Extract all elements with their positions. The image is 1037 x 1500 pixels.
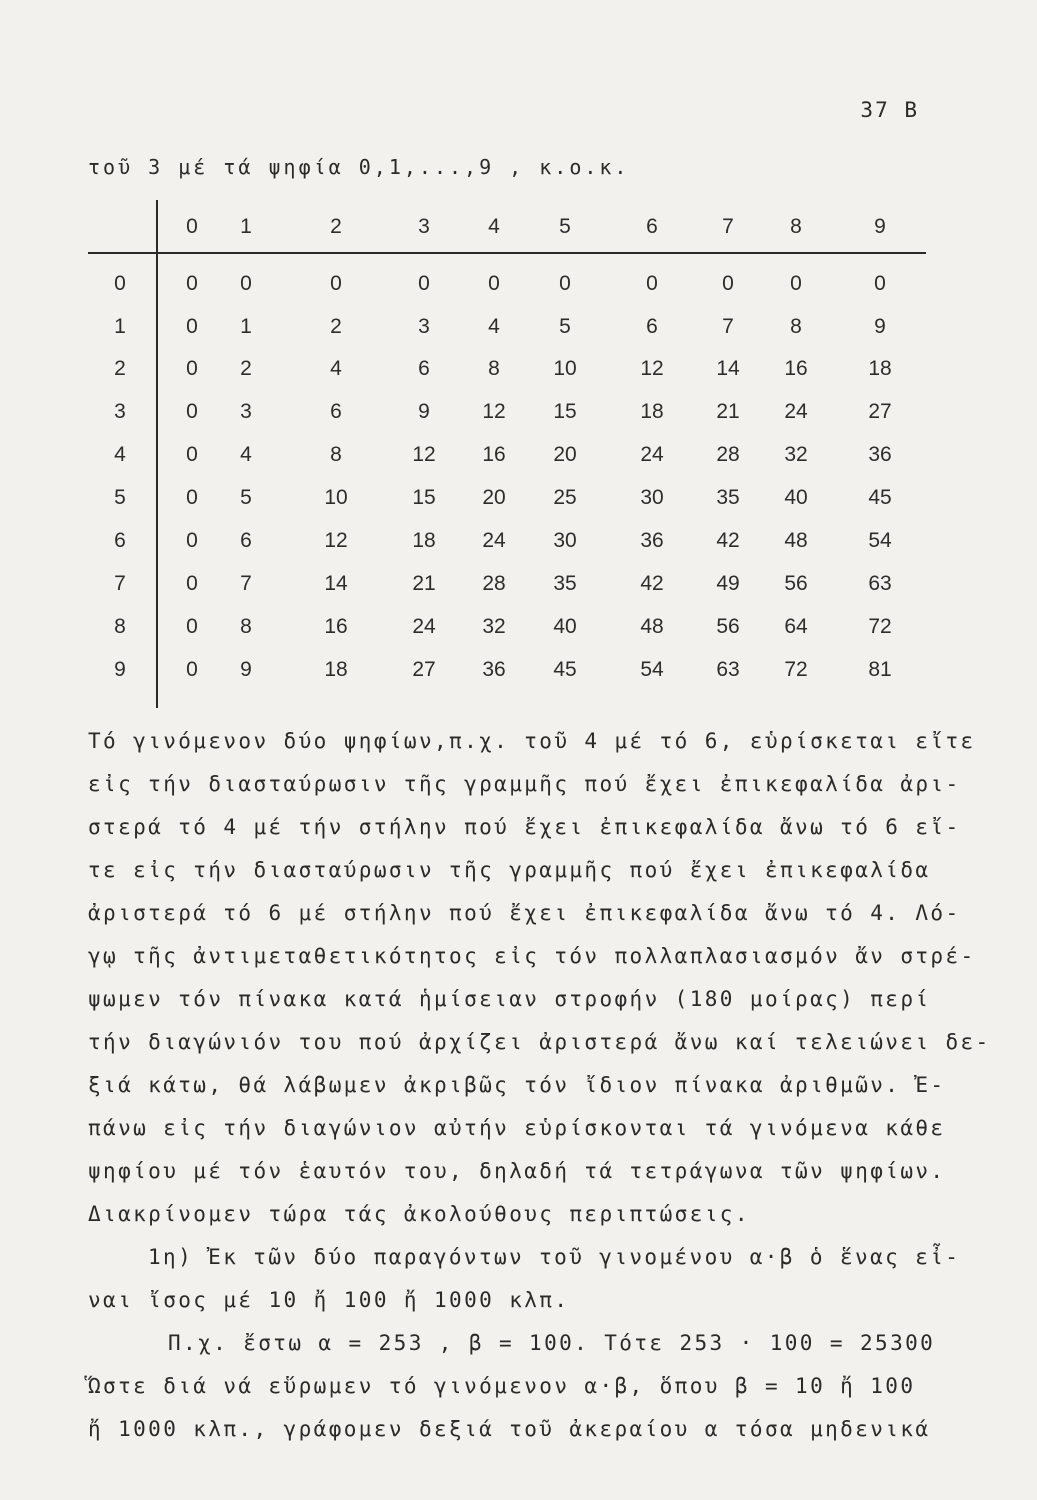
row-header: 1 [114, 315, 126, 338]
table-cell: 3 [418, 315, 430, 338]
column-header: 7 [722, 215, 734, 238]
column-header: 2 [330, 215, 342, 238]
table-cell: 40 [553, 615, 577, 638]
table-cell: 0 [874, 272, 886, 295]
paragraph-line: στερά τό 4 μέ τήν στήλην πού ἔχει ἐπικεφαλίδα ἄνω τό 6 εἴ- [88, 815, 961, 839]
table-cell: 27 [868, 400, 892, 423]
table-cell: 3 [240, 400, 252, 423]
table-cell: 6 [330, 400, 342, 423]
table-cell: 0 [186, 357, 198, 380]
table-cell: 0 [186, 272, 198, 295]
table-cell: 12 [324, 529, 348, 552]
table-cell: 0 [418, 272, 430, 295]
row-header: 9 [114, 658, 126, 681]
column-header: 5 [559, 215, 571, 238]
table-cell: 6 [240, 529, 252, 552]
case-line: ναι ἴσος μέ 10 ἤ 100 ἤ 1000 κλπ. [88, 1288, 570, 1312]
row-header: 6 [114, 529, 126, 552]
table-cell: 36 [868, 443, 892, 466]
table-cell: 8 [790, 315, 802, 338]
table-cell: 18 [412, 529, 436, 552]
table-cell: 9 [874, 315, 886, 338]
case-line: 1η) Ἐκ τῶν δύο παραγόντων τοῦ γινομένου α·β ὁ ἕνας εἶ- [148, 1245, 961, 1269]
table-cell: 5 [240, 486, 252, 509]
table-cell: 8 [330, 443, 342, 466]
table-cell: 0 [186, 400, 198, 423]
table-cell: 0 [790, 272, 802, 295]
table-cell: 0 [722, 272, 734, 295]
table-cell: 9 [418, 400, 430, 423]
table-cell: 8 [488, 357, 500, 380]
row-header: 4 [114, 443, 126, 466]
table-cell: 40 [784, 486, 808, 509]
body-text [88, 720, 991, 1451]
table-cell: 12 [640, 357, 664, 380]
table-cell: 0 [186, 658, 198, 681]
table-cell: 30 [553, 529, 577, 552]
table-cell: 64 [784, 615, 808, 638]
table-horizontal-rule [88, 252, 926, 254]
table-cell: 63 [868, 572, 892, 595]
example-line: Π.χ. ἔστω α = 253 , β = 100. Τότε 253 · 100 = 25300 [168, 1331, 936, 1355]
table-cell: 16 [784, 357, 808, 380]
table-cell: 30 [640, 486, 664, 509]
paragraph-line: Διακρίνομεν τώρα τάς ἀκολούθους περιπτώσεις. [88, 1202, 750, 1226]
table-cell: 0 [186, 486, 198, 509]
paragraph-line: ψωμεν τόν πίνακα κατά ἡμίσειαν στροφήν (180 μοίρας) περί [88, 987, 931, 1011]
table-cell: 16 [324, 615, 348, 638]
table-cell: 24 [784, 400, 808, 423]
table-cell: 72 [784, 658, 808, 681]
paragraph-line: τε εἰς τήν διασταύρωσιν τῆς γραμμῆς πού ἔχει ἐπικεφαλίδα [88, 858, 931, 882]
table-cell: 12 [482, 400, 506, 423]
table-cell: 54 [640, 658, 664, 681]
table-cell: 48 [784, 529, 808, 552]
table-cell: 10 [324, 486, 348, 509]
table-cell: 14 [716, 357, 740, 380]
table-cell: 25 [553, 486, 577, 509]
table-cell: 0 [646, 272, 658, 295]
column-header: 9 [874, 215, 886, 238]
table-cell: 18 [868, 357, 892, 380]
table-cell: 36 [640, 529, 664, 552]
row-header: 2 [114, 357, 126, 380]
paragraph-line: τήν διαγώνιόν του πού ἀρχίζει ἀριστερά ἄνω καί τελειώνει δε- [88, 1030, 991, 1054]
table-cell: 81 [868, 658, 892, 681]
example [88, 1322, 958, 1451]
table-cell: 35 [716, 486, 740, 509]
example-line: Ὥστε διά νά εὕρωμεν τό γινόμενον α·β, ὅπου β = 10 ἤ 100 [88, 1374, 916, 1398]
table-cell: 4 [330, 357, 342, 380]
row-header: 8 [114, 615, 126, 638]
table-cell: 4 [240, 443, 252, 466]
row-header: 0 [114, 272, 126, 295]
row-header: 5 [114, 486, 126, 509]
table-cell: 0 [240, 272, 252, 295]
table-cell: 56 [716, 615, 740, 638]
table-cell: 18 [324, 658, 348, 681]
intro-line: τοῦ 3 μέ τά ψηφία 0,1,...,9 , κ.ο.κ. [88, 155, 630, 179]
column-header: 8 [790, 215, 802, 238]
table-cell: 2 [240, 357, 252, 380]
table-cell: 8 [240, 615, 252, 638]
table-cell: 24 [482, 529, 506, 552]
table-cell: 6 [646, 315, 658, 338]
table-cell: 72 [868, 615, 892, 638]
multiplication-table [0, 0, 1037, 720]
paragraph-line: ξιά κάτω, θά λάβωμεν ἀκριβῶς τόν ἴδιον πίνακα ἀριθμῶν. Ἐ- [88, 1073, 946, 1097]
table-cell: 5 [559, 315, 571, 338]
paragraph-line: γῳ τῆς ἀντιμεταθετικότητος εἰς τόν πολλαπλασιασμόν ἄν στρέ- [88, 944, 976, 968]
table-cell: 27 [412, 658, 436, 681]
table-cell: 4 [488, 315, 500, 338]
row-header: 3 [114, 400, 126, 423]
table-cell: 32 [482, 615, 506, 638]
table-cell: 56 [784, 572, 808, 595]
table-cell: 14 [324, 572, 348, 595]
table-cell: 36 [482, 658, 506, 681]
table-cell: 63 [716, 658, 740, 681]
table-cell: 2 [330, 315, 342, 338]
table-cell: 18 [640, 400, 664, 423]
table-cell: 0 [488, 272, 500, 295]
table-cell: 12 [412, 443, 436, 466]
row-header: 7 [114, 572, 126, 595]
table-cell: 28 [716, 443, 740, 466]
column-header: 3 [418, 215, 430, 238]
paragraph-line: ψηφίου μέ τόν ἑαυτόν του, δηλαδή τά τετράγωνα τῶν ψηφίων. [88, 1159, 946, 1183]
table-cell: 54 [868, 529, 892, 552]
example-line: ἤ 1000 κλπ., γράφομεν δεξιά τοῦ ἀκεραίου α τόσα μηδενικά [88, 1417, 931, 1441]
paragraph-line: εἰς τήν διασταύρωσιν τῆς γραμμῆς πού ἔχει ἐπικεφαλίδα ἀρι- [88, 772, 961, 796]
column-header: 4 [488, 215, 500, 238]
table-vertical-rule [156, 200, 158, 708]
table-cell: 0 [186, 315, 198, 338]
table-cell: 0 [186, 443, 198, 466]
table-cell: 20 [553, 443, 577, 466]
paragraph [88, 720, 991, 1236]
table-cell: 35 [553, 572, 577, 595]
table-cell: 20 [482, 486, 506, 509]
table-cell: 28 [482, 572, 506, 595]
table-cell: 10 [553, 357, 577, 380]
table-cell: 42 [640, 572, 664, 595]
table-cell: 0 [330, 272, 342, 295]
table-cell: 21 [412, 572, 436, 595]
paragraph-line: ἀριστερά τό 6 μέ στήλην πού ἔχει ἐπικεφαλίδα ἄνω τό 4. Λό- [88, 901, 961, 925]
table-cell: 15 [412, 486, 436, 509]
table-cell: 42 [716, 529, 740, 552]
table-cell: 24 [640, 443, 664, 466]
page-number: 37 Β [860, 98, 919, 122]
table-cell: 21 [716, 400, 740, 423]
table-cell: 0 [186, 572, 198, 595]
table-cell: 16 [482, 443, 506, 466]
table-cell: 7 [722, 315, 734, 338]
paragraph-line: πάνω εἰς τήν διαγώνιον αὐτήν εὑρίσκονται τά γινόμενα κάθε [88, 1116, 946, 1140]
table-cell: 7 [240, 572, 252, 595]
paragraph-line: Τό γινόμενον δύο ψηφίων,π.χ. τοῦ 4 μέ τό 6, εὑρίσκεται εἴτε [88, 729, 976, 753]
column-header: 1 [240, 215, 252, 238]
table-cell: 6 [418, 357, 430, 380]
table-cell: 1 [240, 315, 252, 338]
column-header: 6 [646, 215, 658, 238]
column-header: 0 [186, 215, 198, 238]
table-cell: 0 [186, 529, 198, 552]
table-cell: 0 [186, 615, 198, 638]
table-cell: 15 [553, 400, 577, 423]
table-cell: 49 [716, 572, 740, 595]
table-cell: 32 [784, 443, 808, 466]
table-cell: 0 [559, 272, 571, 295]
table-cell: 48 [640, 615, 664, 638]
table-cell: 45 [868, 486, 892, 509]
table-cell: 45 [553, 658, 577, 681]
table-cell: 9 [240, 658, 252, 681]
table-cell: 24 [412, 615, 436, 638]
case-heading [88, 1236, 961, 1322]
